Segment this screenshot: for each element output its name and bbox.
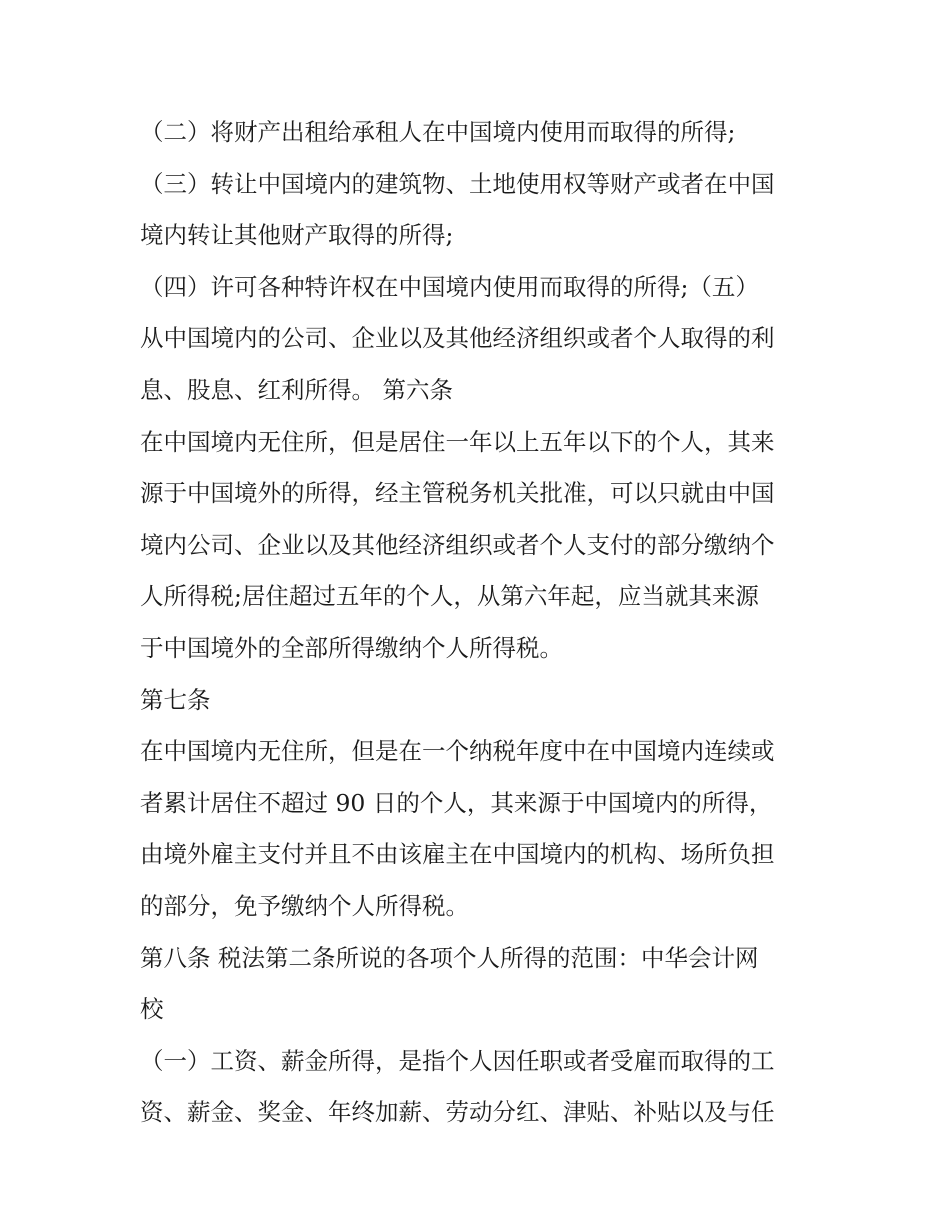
text-line: 在中国境内无住所，但是在一个纳税年度中在中国境内连续或 [140, 737, 775, 766]
text-line: 境内转让其他财产取得的所得; [140, 221, 454, 250]
text-line: 从中国境内的公司、企业以及其他经济组织或者个人取得的利 [140, 324, 775, 353]
text-line: 资、薪金、奖金、年终加薪、劳动分红、津贴、补贴以及与任 [140, 1098, 775, 1127]
text-line: 境内公司、企业以及其他经济组织或者个人支付的部分缴纳个 [140, 530, 775, 559]
text-line: 人所得税;居住超过五年的个人，从第六年起，应当就其来源 [140, 582, 759, 611]
document-body [140, 107, 820, 1139]
text-line: 者累计居住不超过 90 日的个人，其来源于中国境内的所得， [140, 788, 773, 817]
text-line: （二）将财产出租给承租人在中国境内使用而取得的所得; [140, 118, 736, 146]
text-line: （一）工资、薪金所得，是指个人因任职或者受雇而取得的工 [140, 1046, 775, 1075]
text-line: 源于中国境外的所得，经主管税务机关批准，可以只就由中国 [140, 479, 775, 508]
text-line: （四）许可各种特许权在中国境内使用而取得的所得;（五） [140, 272, 759, 301]
text-line: （三）转让中国境内的建筑物、土地使用权等财产或者在中国 [140, 169, 775, 198]
text-line: 的部分，免予缴纳个人所得税。 [140, 891, 469, 920]
text-line: 在中国境内无住所，但是居住一年以上五年以下的个人，其来 [140, 427, 775, 456]
text-line: 校 [140, 995, 164, 1024]
text-line: 第七条 [140, 685, 211, 714]
text-line: 于中国境外的全部所得缴纳个人所得税。 [140, 633, 563, 662]
text-line: 息、股息、红利所得。 第六条 [140, 375, 453, 404]
text-line: 第八条 税法第二条所说的各项个人所得的范围：中华会计网 [140, 943, 759, 972]
text-line: 由境外雇主支付并且不由该雇主在中国境内的机构、场所负担 [140, 840, 775, 869]
